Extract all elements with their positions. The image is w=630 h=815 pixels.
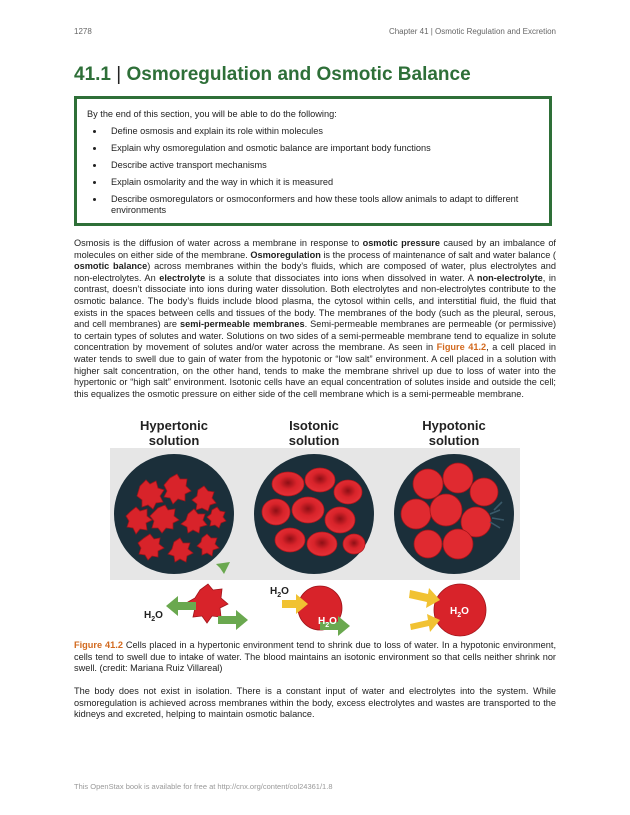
section-title-text: Osmoregulation and Osmotic Balance <box>126 64 471 85</box>
caption-text: Cells placed in a hypertonic environment tend to shrink due to loss of water. In a hypotonic environment, cells tend to swell due to intake of water. The blood maintains an isotonic environment so that cells neither shrink nor swell. (credit: Mariana Ruiz Villareal) <box>74 640 556 674</box>
label-hypotonic: Hypotonic <box>422 418 486 433</box>
isotonic-cell-diagram <box>270 586 350 636</box>
chapter-header: Chapter 41 | Osmotic Regulation and Excretion <box>388 27 556 36</box>
body-paragraph-isolation: The body does not exist in isolation. There is a constant input of water and electrolytes into the system. While osmoregulation is achieved across membranes within the body, excess electrolytes and wastes are transported to the kidneys and excreted, helping to maintain osmotic balance. <box>74 686 556 720</box>
term-osmotic-balance: osmotic balance <box>74 261 148 272</box>
figure-link[interactable]: Figure 41.2 <box>436 342 487 353</box>
term-non-electrolyte: non-electrolyte <box>476 272 543 283</box>
objective-item: • Explain why osmoregulation and osmotic balance are important body functions <box>105 143 539 154</box>
objectives-intro: By the end of this section, you will be able to do the following: <box>87 109 337 119</box>
figure-41-2-illustration <box>110 418 520 638</box>
swollen-cell-diagram <box>409 584 486 636</box>
objective-item: • Describe active transport mechanisms <box>105 160 539 171</box>
label-isotonic-2: solution <box>288 433 340 448</box>
arrow-out-green-icon-2 <box>218 610 248 630</box>
title-separator: | <box>116 64 122 85</box>
label-hypertonic: Hypertonic <box>140 418 208 433</box>
term-osmoregulation: Osmoregulation <box>250 249 321 260</box>
water-label-isotonic-1: $H_2O$ <box>270 586 289 599</box>
section-number: 41.1 <box>74 64 111 85</box>
label-isotonic: Isotonic <box>289 418 339 433</box>
label-hypotonic-2: solution <box>428 433 480 448</box>
learning-objectives-box <box>74 96 552 226</box>
arrow-out-green-icon <box>166 596 196 616</box>
objective-item: • Explain osmolarity and the way in which it is measured <box>105 177 539 188</box>
term-semi-permeable: semi-permeable membranes <box>180 319 305 330</box>
body-paragraph-osmosis: Osmosis is the diffusion of water across a membrane in response to osmotic pressure caused by an imbalance of molecules on either side of the membrane. Osmoregulation is the process of maintenance of salt and water balance ( osmotic balance) across membranes within the body’s fluids, which are composed of water, plus electrolytes and non-electrolytes. An electrolyte is a solute that dissociates into ions when dissolved in water. A non-electrolyte, in contrast, doesn’t dissociate into ions during water dissolution. Both electrolytes and non-electrolytes contribute to the osmotic balance. The body’s fluids include blood plasma, the cytosol within cells, and interstitial fluid, the fluid that exists in the spaces between cells and tissues of the body. The membranes of the body (such as the pleural, serous, and cell membranes) are semi-permeable membranes. Semi-permeable membranes are permeable (or permissive) to certain types of solutes and water. Solutions on two sides of a semi-permeable membrane tend to equalize in solute concentration by movement of solutes and/or water across the membrane. As seen in Figure 41.2, a cell placed in water tends to swell due to gain of water from the hypotonic or “low salt” environment. A cell placed in a solution with higher salt concentration, on the other hand, tends to make the membrane shrivel up due to loss of water into the hypertonic or “high salt” environment. Isotonic cells have an equal concentration of solutes inside and outside the cell; this equalizes the osmotic pressure on either side of the cell membrane which is a semi-permeable membrane. <box>74 238 557 399</box>
water-label-hypotonic: $H_2O$ <box>450 606 469 619</box>
water-label-isotonic-2: $H_2O$ <box>318 616 337 629</box>
objectives-list <box>87 126 539 216</box>
caption-label: Figure 41.2 <box>74 640 123 650</box>
normal-cells <box>262 468 365 556</box>
label-hypertonic-2: solution <box>148 433 200 448</box>
section-title <box>74 64 471 86</box>
figure-caption <box>74 640 556 675</box>
water-label-hypertonic: $H_2O$ <box>144 610 163 623</box>
objective-item: • Describe osmoregulators or osmoconformers and how these tools allow animals to adapt to different environments <box>105 194 539 216</box>
objective-item: • Define osmosis and explain its role within molecules <box>105 126 539 137</box>
page-footer: This OpenStax book is available for free at http://cnx.org/content/col24361/1.8 <box>74 782 333 791</box>
term-osmotic-pressure: osmotic pressure <box>362 238 440 248</box>
page-number: 1278 <box>74 27 92 36</box>
term-electrolyte: electrolyte <box>159 272 206 283</box>
